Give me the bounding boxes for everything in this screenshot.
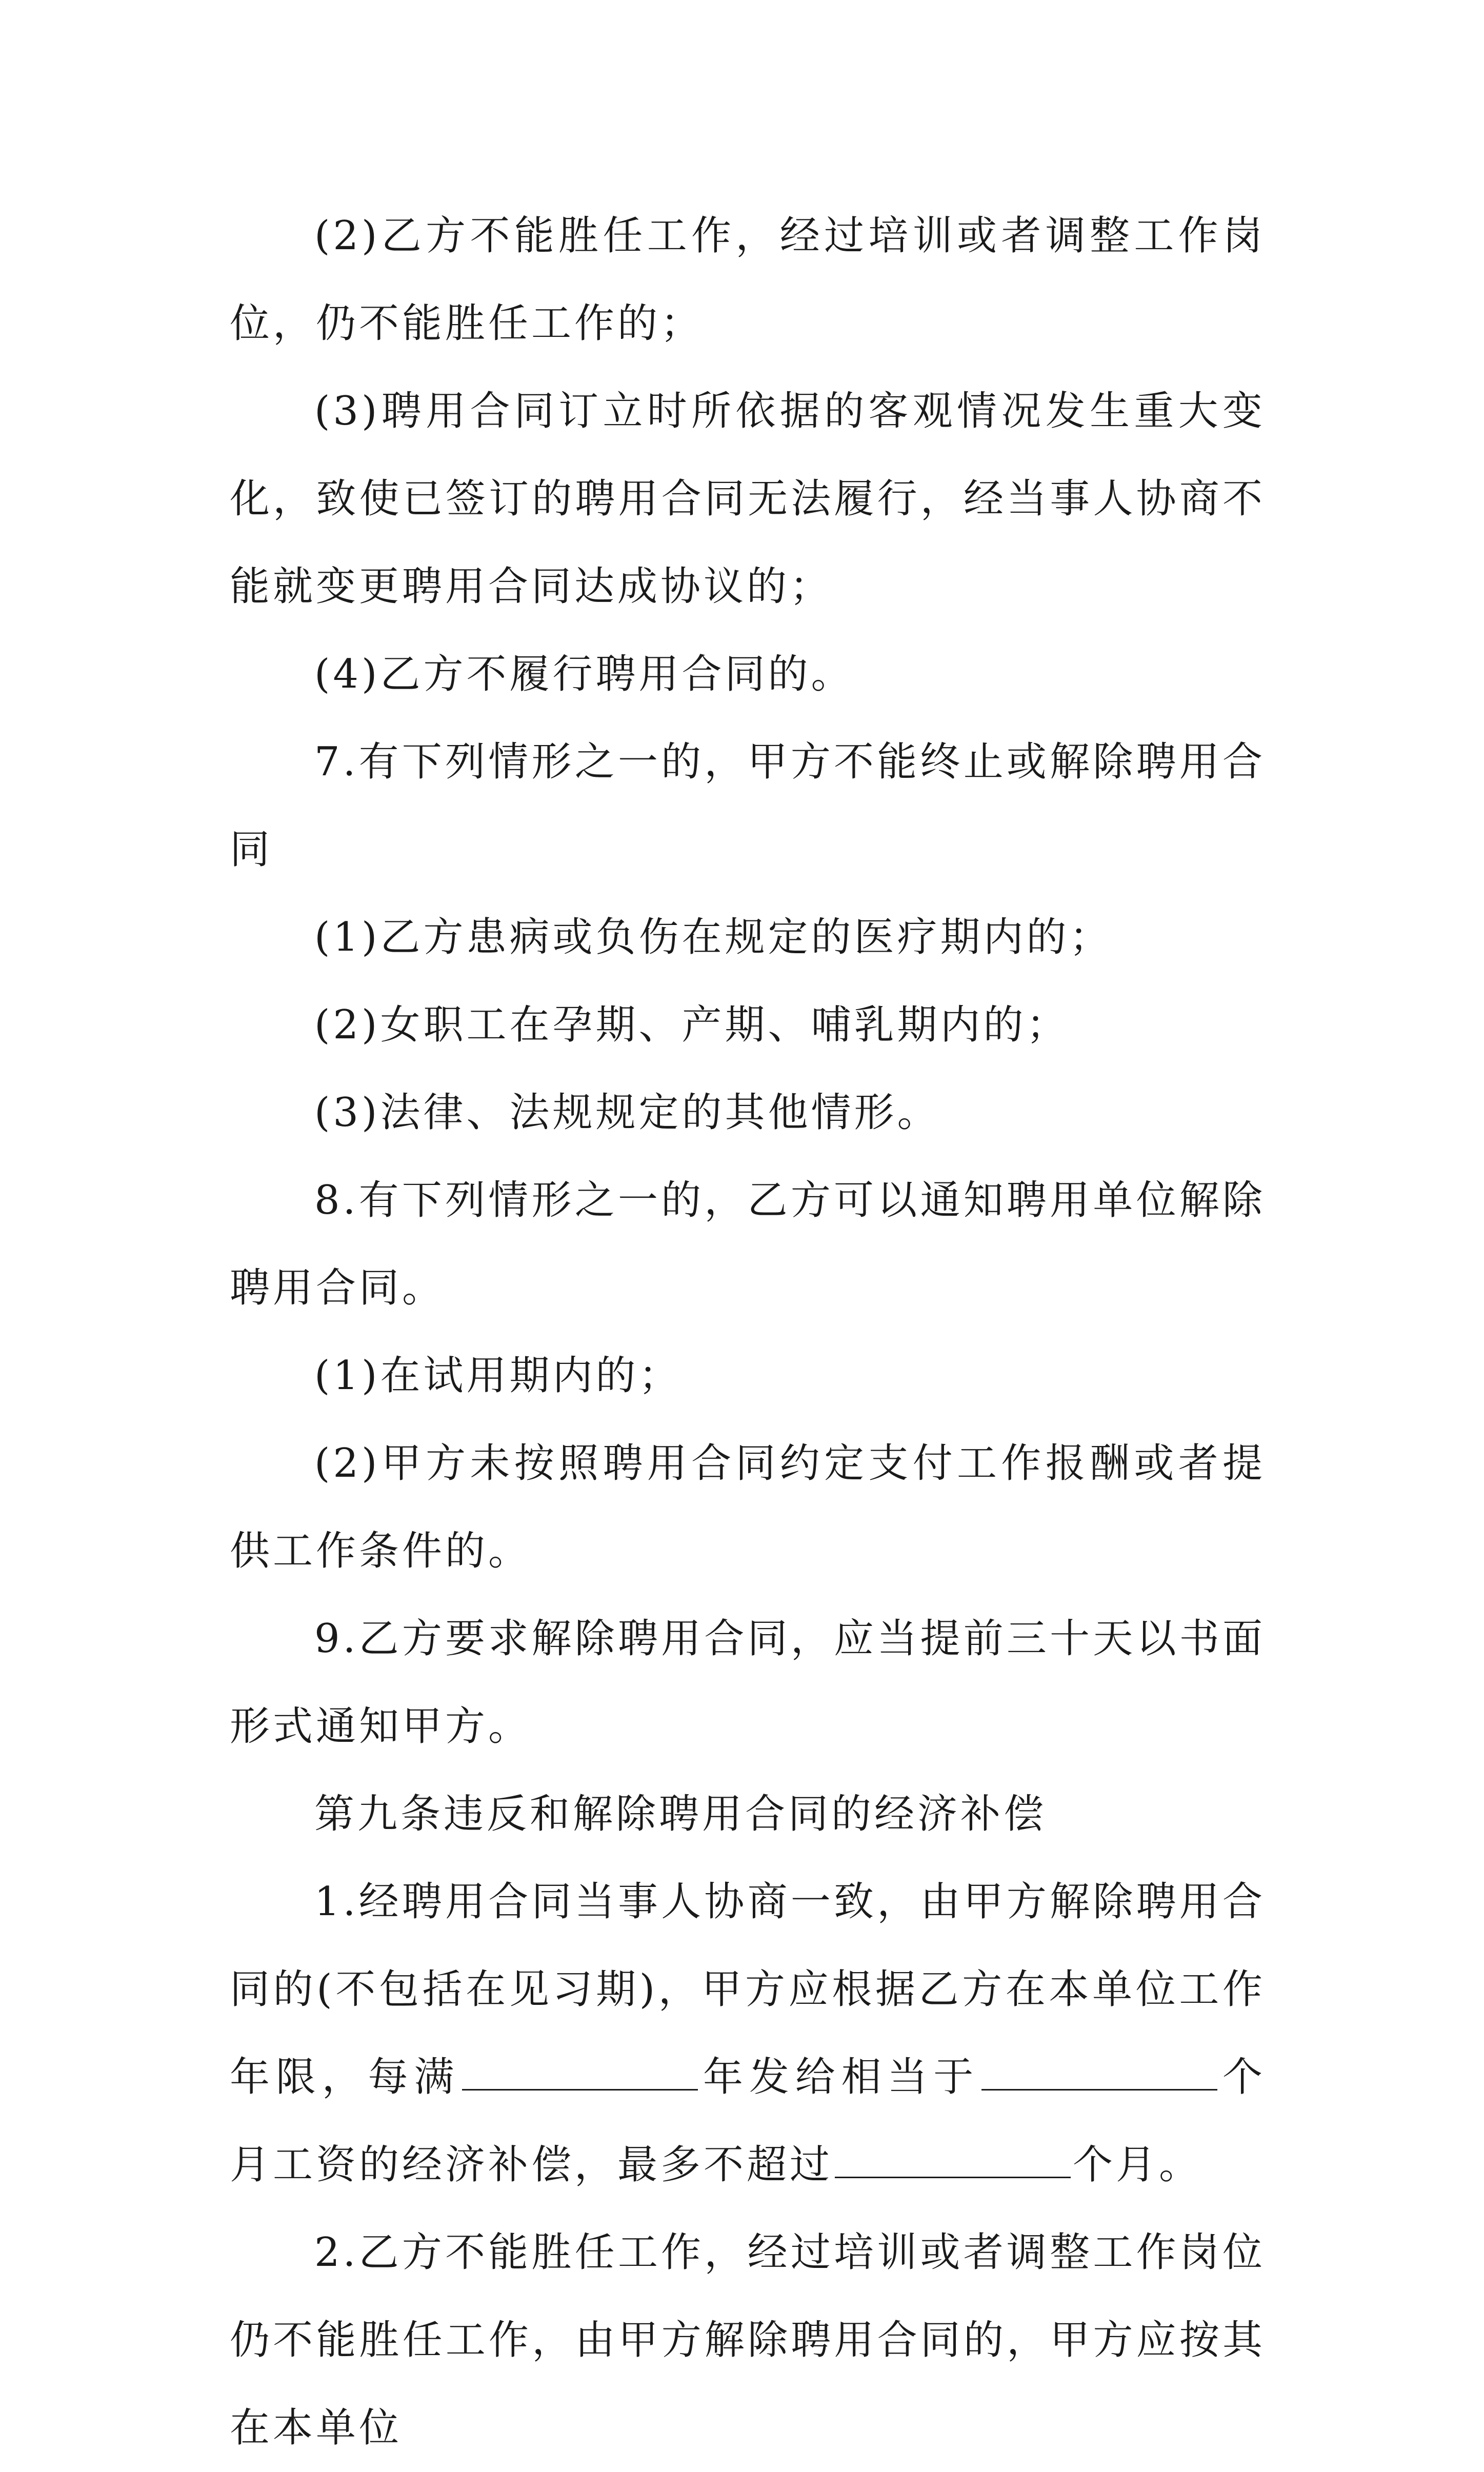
article-8-item-1: (1)在试用期内的； — [314, 1353, 682, 1399]
compensation-clause-2: 2.乙方不能胜任工作，经过培训或者调整工作岗位仍不能胜任工作，由甲方解除聘用合同的，甲方应按其在本单位 — [230, 2229, 1266, 2451]
compensation-clause-1 — [230, 1858, 1266, 2209]
document-body — [230, 192, 1266, 2472]
article-9-notice: 9.乙方要求解除聘用合同，应当提前三十天以书面形式通知甲方。 — [230, 1616, 1266, 1750]
clause-4-nonperformance: (4)乙方不履行聘用合同的。 — [314, 651, 854, 697]
article-8-item-2: (2)甲方未按照聘用合同约定支付工作报酬或者提供工作条件的。 — [230, 1440, 1266, 1574]
article-7-item-2: (2)女职工在孕期、产期、哺乳期内的； — [314, 1002, 1070, 1048]
article-8-heading: 8.有下列情形之一的，乙方可以通知聘用单位解除聘用合同。 — [230, 1177, 1266, 1311]
section-9-title: 第九条违反和解除聘用合同的经济补偿 — [314, 1791, 1047, 1837]
clause-2-incompetent: (2)乙方不能胜任工作，经过培训或者调整工作岗位，仍不能胜任工作的； — [230, 213, 1266, 347]
article-7-heading: 7.有下列情形之一的，甲方不能终止或解除聘用合同 — [230, 739, 1266, 873]
compensation-text-1: 1.经聘用合同当事人协商一致，由甲方解除聘用合同的(不包括在见习期)，甲方应根据乙方在本单位工作年限，每满 — [230, 1879, 1266, 2100]
article-7-item-1: (1)乙方患病或负伤在规定的医疗期内的； — [314, 914, 1113, 960]
months-salary-blank-field[interactable] — [981, 2053, 1217, 2091]
compensation-text-3: 个月工资的经济补偿，最多不超过 — [230, 2054, 1266, 2188]
clause-3-circumstance-change: (3)聘用合同订立时所依据的客观情况发生重大变化，致使已签订的聘用合同无法履行，经当事人协商不能就变更聘用合同达成协议的； — [230, 388, 1266, 610]
article-7-item-3: (3)法律、法规规定的其他情形。 — [314, 1090, 940, 1136]
compensation-text-2: 年发给相当于 — [700, 2054, 980, 2100]
max-months-blank-field[interactable] — [835, 2141, 1071, 2178]
years-blank-field[interactable] — [462, 2053, 698, 2091]
compensation-text-4: 个月。 — [1073, 2142, 1202, 2188]
